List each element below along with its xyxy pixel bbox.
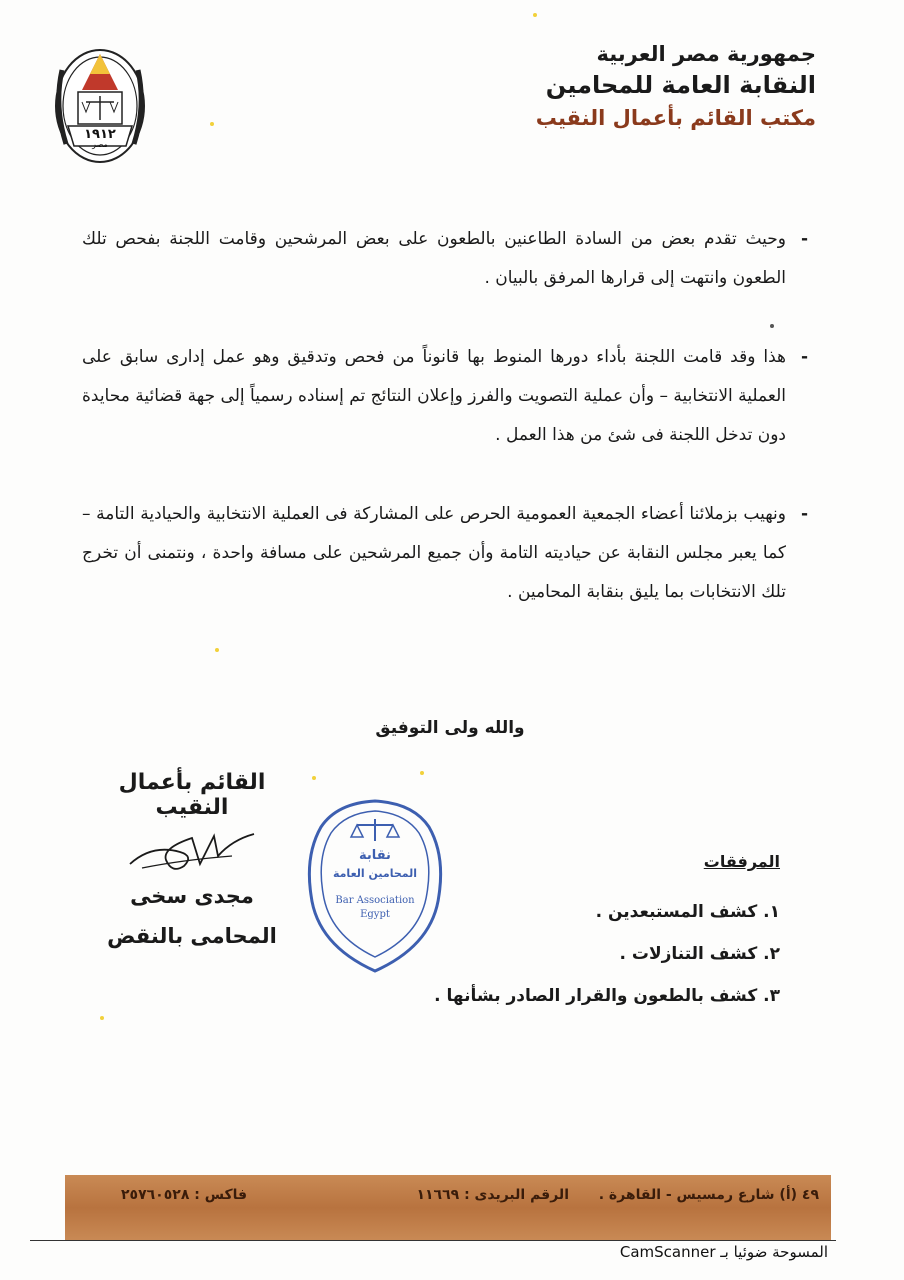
letterhead — [456, 40, 816, 134]
camscanner-watermark: المسوحة ضوئيا بـ CamScanner — [619, 1243, 828, 1261]
handwritten-signature — [122, 826, 262, 876]
syndicate-name: النقابة العامة للمحامين — [545, 71, 816, 99]
country-name: جمهورية مصر العربية — [596, 42, 816, 66]
divider — [30, 1240, 836, 1241]
paragraph — [82, 220, 808, 298]
signatory-name: مجدى سخى — [130, 884, 254, 908]
footer-postal-code: الرقم البريدى : ١١٦٦٩ — [416, 1187, 569, 1203]
attachments-list — [400, 891, 780, 1017]
paragraph — [82, 495, 808, 612]
scan-speck — [420, 771, 424, 775]
stamp-arabic-line1: نقابة — [359, 848, 391, 863]
footer-address: ٤٩ (أ) شارع رمسيس - القاهرة . — [598, 1187, 819, 1203]
letterhead-footer — [65, 1175, 831, 1241]
office-name: مكتب القائم بأعمال النقيب — [535, 106, 816, 130]
signature-block — [92, 770, 292, 948]
closing-phrase: والله ولى التوفيق — [375, 718, 525, 738]
list-item: ٢. كشف التنازلات . — [619, 944, 780, 964]
scan-speck — [210, 122, 214, 126]
bullet: - — [800, 347, 808, 367]
stamp-english-line1: Bar Association — [335, 895, 415, 906]
paragraph-text: وحيث تقدم بعض من السادة الطاعنين بالطعون على بعض المرشحين وقامت اللجنة بفحص تلك الطعون وانتهت إلى قرارها المرفق بالبيان . — [82, 229, 786, 288]
logo-year: ١٩١٢ — [84, 127, 116, 142]
scan-speck — [100, 1016, 104, 1020]
paragraph — [82, 338, 808, 455]
logo-city: مصر — [92, 140, 108, 149]
list-item: ٣. كشف بالطعون والقرار الصادر بشأنها . — [434, 986, 780, 1006]
list-item: ١. كشف المستبعدين . — [595, 902, 780, 922]
attachments-label: المرفقات — [703, 852, 780, 871]
scan-speck — [312, 776, 316, 780]
stamp-arabic-line2: المحامين العامة — [332, 867, 418, 880]
bullet: - — [800, 504, 808, 524]
scan-speck — [533, 13, 537, 17]
attachments — [400, 852, 780, 1017]
bullet: - — [800, 229, 808, 249]
stamp-english-line2: Egypt — [360, 909, 390, 920]
paragraph-text: ونهيب بزملائنا أعضاء الجمعية العمومية الحرص على المشاركة فى العملية الانتخابية والحيادية التامة – كما يعبر مجلس النقابة عن حياديته التامة وأن جميع المرشحين على مسافة واحدة ، ونتمنى أن تخرج تلك الانتخابات بما يليق بنقابة المحامين . — [82, 504, 786, 602]
bar-association-logo — [48, 40, 152, 170]
footer-fax: فاكس : ٢٥٧٦٠٥٢٨ — [121, 1187, 248, 1203]
letter-body — [82, 220, 808, 652]
signatory-role: المحامى بالنقض — [107, 924, 277, 948]
paragraph-text: هذا وقد قامت اللجنة بأداء دورها المنوط بها قانوناً من فحص وتدقيق وهو عمل إدارى سابق على العملية الانتخابية – وأن عملية التصويت والفرز وإعلان النتائج تم إسناده رسمياً إلى جهة قضائية محايدة دون تدخل اللجنة فى شئ من هذا العمل . — [82, 347, 786, 445]
signatory-title: القائم بأعمال النقيب — [118, 770, 266, 820]
